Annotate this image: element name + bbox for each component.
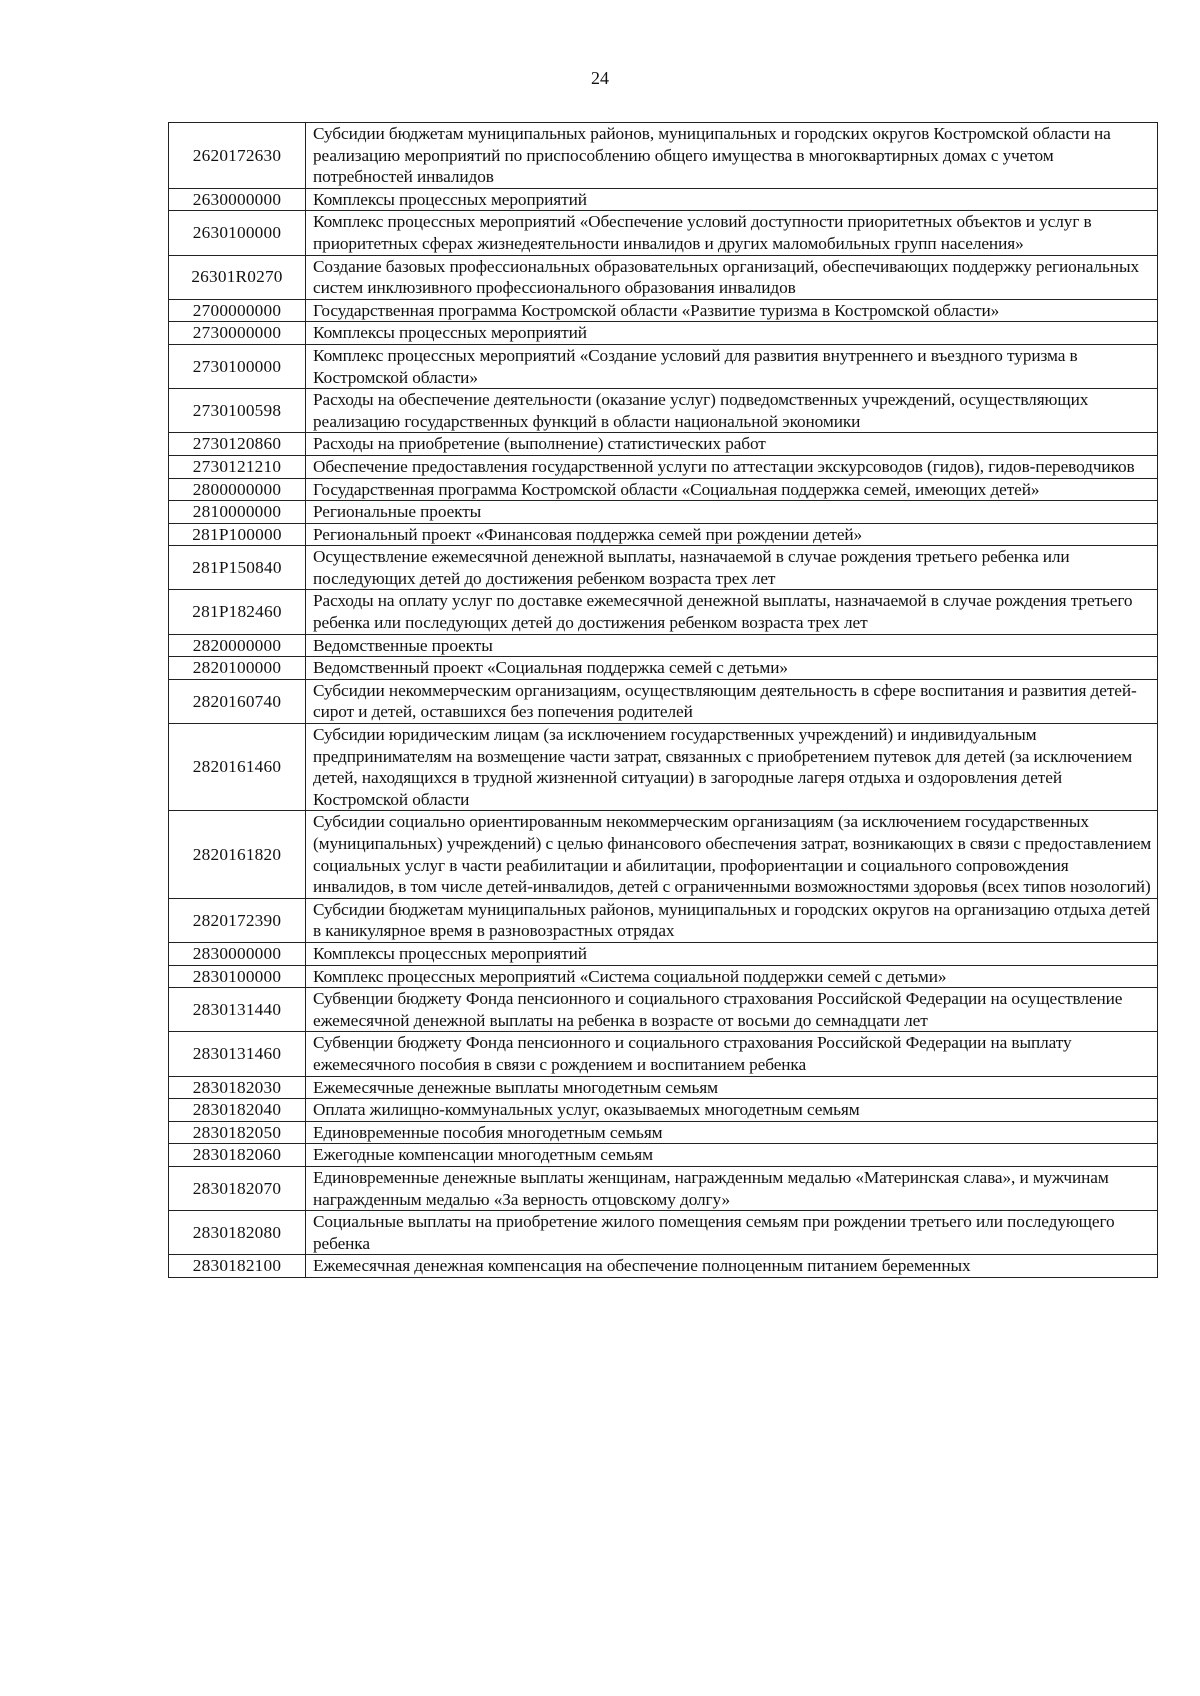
row-code: 2630000000 — [169, 188, 306, 211]
row-code: 2820000000 — [169, 634, 306, 657]
table-row — [169, 1032, 1158, 1076]
row-description: Создание базовых профессиональных образовательных организаций, обеспечивающих поддержку региональных систем инклюзивного профессионального образования инвалидов — [306, 255, 1158, 299]
table-row — [169, 898, 1158, 942]
row-description: Региональные проекты — [306, 501, 1158, 524]
row-code: 2730100000 — [169, 344, 306, 388]
table-row — [169, 1099, 1158, 1122]
row-description: Комплекс процессных мероприятий «Создание условий для развития внутреннего и въездного туризма в Костромской области» — [306, 344, 1158, 388]
table-row — [169, 523, 1158, 546]
row-description: Комплекс процессных мероприятий «Обеспечение условий доступности приоритетных объектов и услуг в приоритетных сферах жизнедеятельности инвалидов и других маломобильных групп населения» — [306, 211, 1158, 255]
row-description: Расходы на обеспечение деятельности (оказание услуг) подведомственных учреждений, осуществляющих реализацию государственных функций в области национальной экономики — [306, 389, 1158, 433]
row-description: Расходы на оплату услуг по доставке ежемесячной денежной выплаты, назначаемой в случае рождения третьего ребенка или последующих детей до достижения ребенком возраста трех лет — [306, 590, 1158, 634]
table-row — [169, 188, 1158, 211]
row-code: 2730100598 — [169, 389, 306, 433]
table-row — [169, 433, 1158, 456]
row-code: 2830182040 — [169, 1099, 306, 1122]
row-description: Государственная программа Костромской области «Развитие туризма в Костромской области» — [306, 299, 1158, 322]
row-code: 2830131460 — [169, 1032, 306, 1076]
row-code: 281P100000 — [169, 523, 306, 546]
table-row — [169, 590, 1158, 634]
row-description: Государственная программа Костромской области «Социальная поддержка семей, имеющих детей» — [306, 478, 1158, 501]
row-code: 2830182030 — [169, 1076, 306, 1099]
row-code: 2730000000 — [169, 322, 306, 345]
row-code: 2800000000 — [169, 478, 306, 501]
table-row — [169, 123, 1158, 189]
row-code: 26301R0270 — [169, 255, 306, 299]
row-description: Социальные выплаты на приобретение жилого помещения семьям при рождении третьего или последующего ребенка — [306, 1211, 1158, 1255]
row-description: Обеспечение предоставления государственной услуги по аттестации экскурсоводов (гидов), гидов-переводчиков — [306, 455, 1158, 478]
table-row — [169, 389, 1158, 433]
table-row — [169, 679, 1158, 723]
row-description: Ведомственные проекты — [306, 634, 1158, 657]
row-code: 2630100000 — [169, 211, 306, 255]
row-code: 2820100000 — [169, 657, 306, 680]
row-code: 2830131440 — [169, 988, 306, 1032]
table-row — [169, 1076, 1158, 1099]
row-code: 2810000000 — [169, 501, 306, 524]
table-row — [169, 255, 1158, 299]
table-row — [169, 811, 1158, 898]
row-description: Региональный проект «Финансовая поддержка семей при рождении детей» — [306, 523, 1158, 546]
table-row — [169, 501, 1158, 524]
table-row — [169, 1166, 1158, 1210]
row-code: 2830182070 — [169, 1166, 306, 1210]
table-body — [169, 123, 1158, 1278]
row-code: 2820161460 — [169, 724, 306, 811]
row-code: 2730120860 — [169, 433, 306, 456]
row-code: 2620172630 — [169, 123, 306, 189]
row-description: Субсидии юридическим лицам (за исключением государственных учреждений) и индивидуальным предпринимателям на возмещение части затрат, связанных с приобретением путевок для детей (за исключением детей, находящихся в трудной жизненной ситуации) в загородные лагеря отдыха и оздоровления детей Костромской области — [306, 724, 1158, 811]
table-row — [169, 211, 1158, 255]
row-code: 2700000000 — [169, 299, 306, 322]
row-description: Расходы на приобретение (выполнение) статистических работ — [306, 433, 1158, 456]
row-description: Ежемесячные денежные выплаты многодетным семьям — [306, 1076, 1158, 1099]
table-row — [169, 634, 1158, 657]
row-code: 281P150840 — [169, 546, 306, 590]
row-description: Субсидии бюджетам муниципальных районов, муниципальных и городских округов на организацию отдыха детей в каникулярное время в разновозрастных отрядах — [306, 898, 1158, 942]
row-description: Субсидии некоммерческим организациям, осуществляющим деятельность в сфере воспитания и развития детей-сирот и детей, оставшихся без попечения родителей — [306, 679, 1158, 723]
row-description: Субвенции бюджету Фонда пенсионного и социального страхования Российской Федерации на выплату ежемесячного пособия в связи с рождением и воспитанием ребенка — [306, 1032, 1158, 1076]
row-code: 2830182060 — [169, 1144, 306, 1167]
row-code: 2730121210 — [169, 455, 306, 478]
table-row — [169, 1144, 1158, 1167]
row-description: Ведомственный проект «Социальная поддержка семей с детьми» — [306, 657, 1158, 680]
row-code: 2830182050 — [169, 1121, 306, 1144]
row-description: Субвенции бюджету Фонда пенсионного и социального страхования Российской Федерации на осуществление ежемесячной денежной выплаты на ребенка в возрасте от восьми до семнадцати лет — [306, 988, 1158, 1032]
row-description: Комплексы процессных мероприятий — [306, 188, 1158, 211]
row-description: Ежегодные компенсации многодетным семьям — [306, 1144, 1158, 1167]
row-code: 2820161820 — [169, 811, 306, 898]
table-row — [169, 988, 1158, 1032]
row-description: Ежемесячная денежная компенсация на обеспечение полноценным питанием беременных — [306, 1255, 1158, 1278]
budget-classification-table — [168, 122, 1158, 1278]
row-description: Единовременные денежные выплаты женщинам, награжденным медалью «Материнская слава», и мужчинам награжденным медалью «За верность отцовскому долгу» — [306, 1166, 1158, 1210]
row-code: 2820160740 — [169, 679, 306, 723]
table-row — [169, 299, 1158, 322]
table-row — [169, 1211, 1158, 1255]
table-row — [169, 1121, 1158, 1144]
row-code: 2830182100 — [169, 1255, 306, 1278]
row-description: Оплата жилищно-коммунальных услуг, оказываемых многодетным семьям — [306, 1099, 1158, 1122]
row-code: 2830100000 — [169, 965, 306, 988]
table-row — [169, 455, 1158, 478]
row-description: Осуществление ежемесячной денежной выплаты, назначаемой в случае рождения третьего ребенка или последующих детей до достижения ребенком возраста трех лет — [306, 546, 1158, 590]
row-description: Субсидии социально ориентированным некоммерческим организациям (за исключением государственных (муниципальных) учреждений) с целью финансового обеспечения затрат, возникающих в связи с предоставлением социальных услуг в части реабилитации и абилитации, профориентации и социального сопровождения инвалидов, в том числе детей-инвалидов, детей с ограниченными возможностями здоровья (всех типов нозологий) — [306, 811, 1158, 898]
row-code: 2820172390 — [169, 898, 306, 942]
table-row — [169, 942, 1158, 965]
row-description: Комплексы процессных мероприятий — [306, 322, 1158, 345]
row-description: Единовременные пособия многодетным семьям — [306, 1121, 1158, 1144]
table-row — [169, 546, 1158, 590]
row-code: 281P182460 — [169, 590, 306, 634]
row-description: Субсидии бюджетам муниципальных районов, муниципальных и городских округов Костромской области на реализацию мероприятий по приспособлению общего имущества в многоквартирных домах с учетом потребностей инвалидов — [306, 123, 1158, 189]
page-number: 24 — [591, 68, 609, 88]
table-row — [169, 1255, 1158, 1278]
table-row — [169, 344, 1158, 388]
row-description: Комплекс процессных мероприятий «Система социальной поддержки семей с детьми» — [306, 965, 1158, 988]
table-row — [169, 322, 1158, 345]
row-code: 2830000000 — [169, 942, 306, 965]
table-row — [169, 724, 1158, 811]
table-row — [169, 965, 1158, 988]
table-row — [169, 657, 1158, 680]
table-row — [169, 478, 1158, 501]
row-description: Комплексы процессных мероприятий — [306, 942, 1158, 965]
row-code: 2830182080 — [169, 1211, 306, 1255]
